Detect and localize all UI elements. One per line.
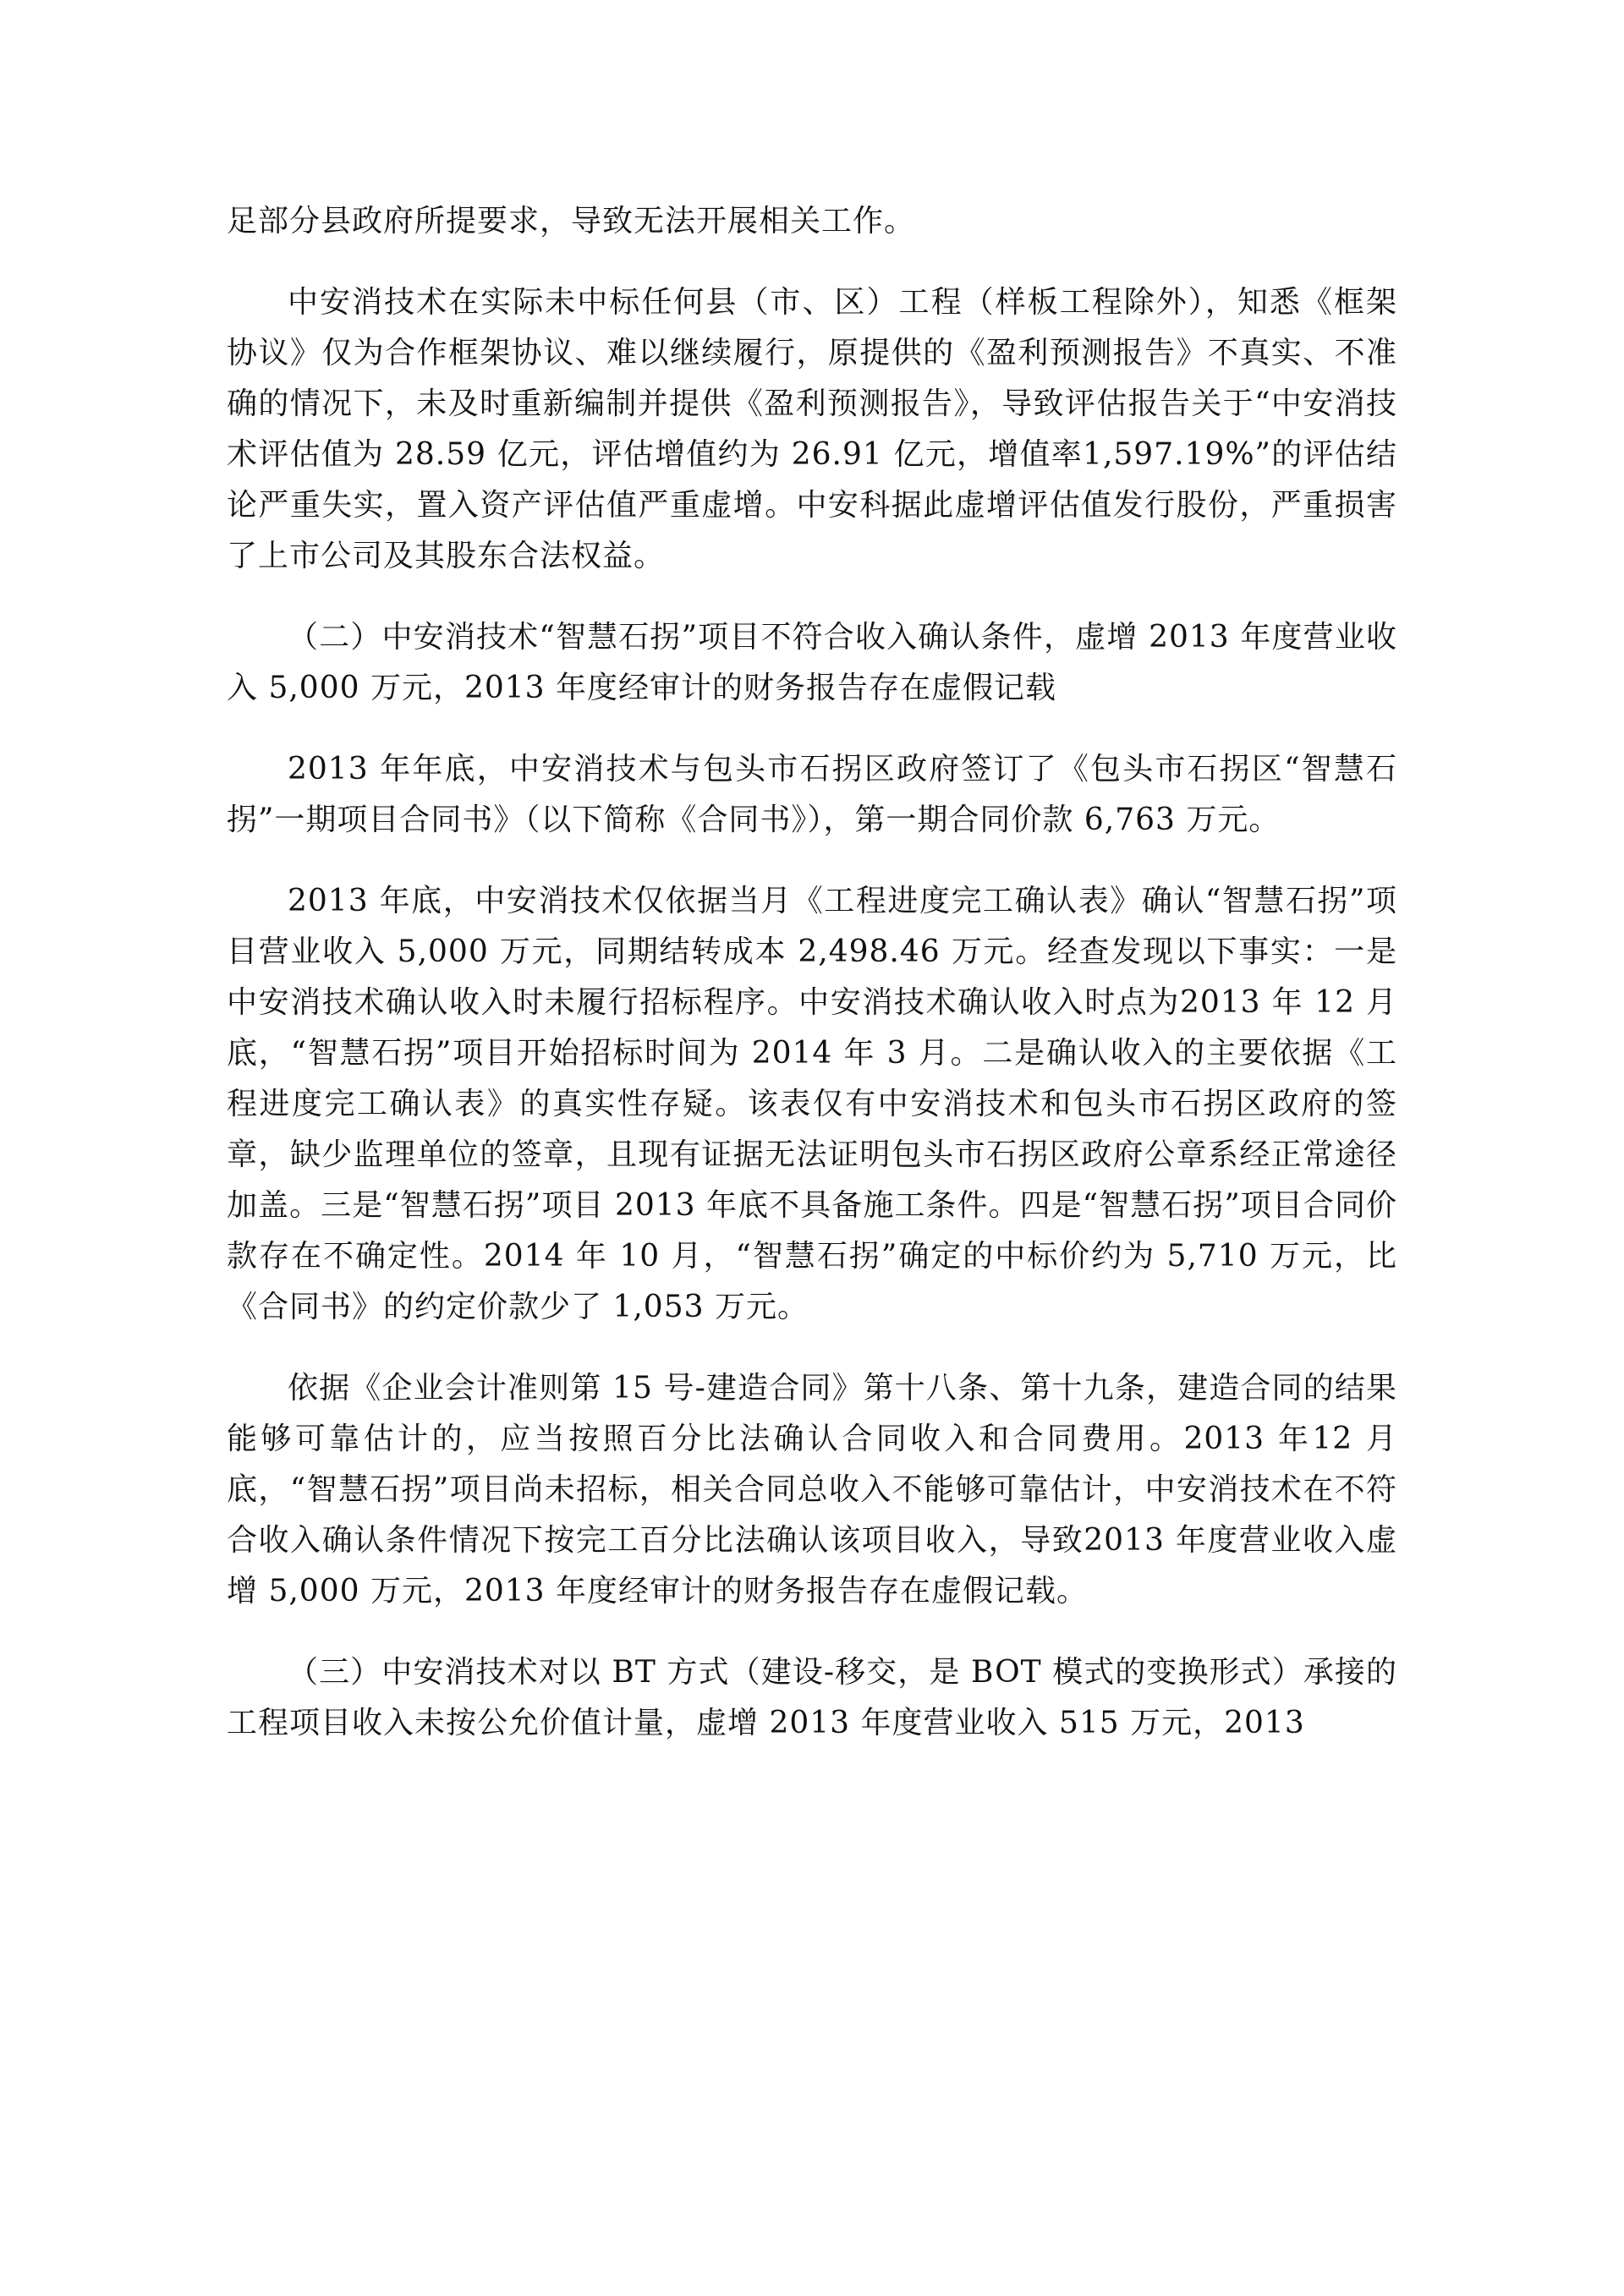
section-heading-2: （二）中安消技术“智慧石拐”项目不符合收入确认条件，虚增 2013 年度营业收入 5,000 万元，2013 年度经审计的财务报告存在虚假记载 — [227, 620, 1397, 705]
paragraph-valuation-misstatement: 中安消技术在实际未中标任何县（市、区）工程（样板工程除外），知悉《框架协议》仅为合作框架协议、难以继续履行，原提供的《盈利预测报告》不真实、不准确的情况下，未及时重新编制并提供《盈利预测报告》，导致评估报告关于“中安消技术评估值为 28.59 亿元，评估增值约为 26.91 亿元，增值率1,597.19%”的评估结论严重失实，置入资产评估值严重虚增。中安科据此虚增评估值发行股份，严重损害了上市公司及其股东合法权益。 — [227, 285, 1397, 573]
paragraph-continuation: 足部分县政府所提要求，导致无法开展相关工作。 — [227, 204, 916, 238]
document-page — [227, 196, 1397, 1779]
paragraph-contract-signing: 2013 年年底，中安消技术与包头市石拐区政府签订了《包头市石拐区“智慧石拐”一期项目合同书》（以下简称《合同书》），第一期合同价款 6,763 万元。 — [227, 752, 1397, 837]
paragraph-revenue-facts: 2013 年底，中安消技术仅依据当月《工程进度完工确认表》确认“智慧石拐”项目营业收入 5,000 万元，同期结转成本 2,498.46 万元。经查发现以下事实：一是中安消技术确认收入时未履行招标程序。中安消技术确认收入时点为2013 年 12 月底，“智慧石拐”项目开始招标时间为 2014 年 3 月。二是确认收入的主要依据《工程进度完工确认表》的真实性存疑。该表仅有中安消技术和包头市石拐区政府的签章，缺少监理单位的签章，且现有证据无法证明包头市石拐区政府公章系经正常途径加盖。三是“智慧石拐”项目 2013 年底不具备施工条件。四是“智慧石拐”项目合同价款存在不确定性。2014 年 10 月，“智慧石拐”确定的中标价约为 5,710 万元，比《合同书》的约定价款少了 1,053 万元。 — [227, 884, 1397, 1324]
section-heading-3: （三）中安消技术对以 BT 方式（建设-移交，是 BOT 模式的变换形式）承接的工程项目收入未按公允价值计量，虚增 2013 年度营业收入 515 万元，2013 — [227, 1655, 1397, 1740]
paragraph-accounting-standard: 依据《企业会计准则第 15 号-建造合同》第十八条、第十九条，建造合同的结果能够可靠估计的，应当按照百分比法确认合同收入和合同费用。2013 年12 月底，“智慧石拐”项目尚未招标，相关合同总收入不能够可靠估计，中安消技术在不符合收入确认条件情况下按完工百分比法确认该项目收入，导致2013 年度营业收入虚增 5,000 万元，2013 年度经审计的财务报告存在虚假记载。 — [227, 1371, 1397, 1608]
